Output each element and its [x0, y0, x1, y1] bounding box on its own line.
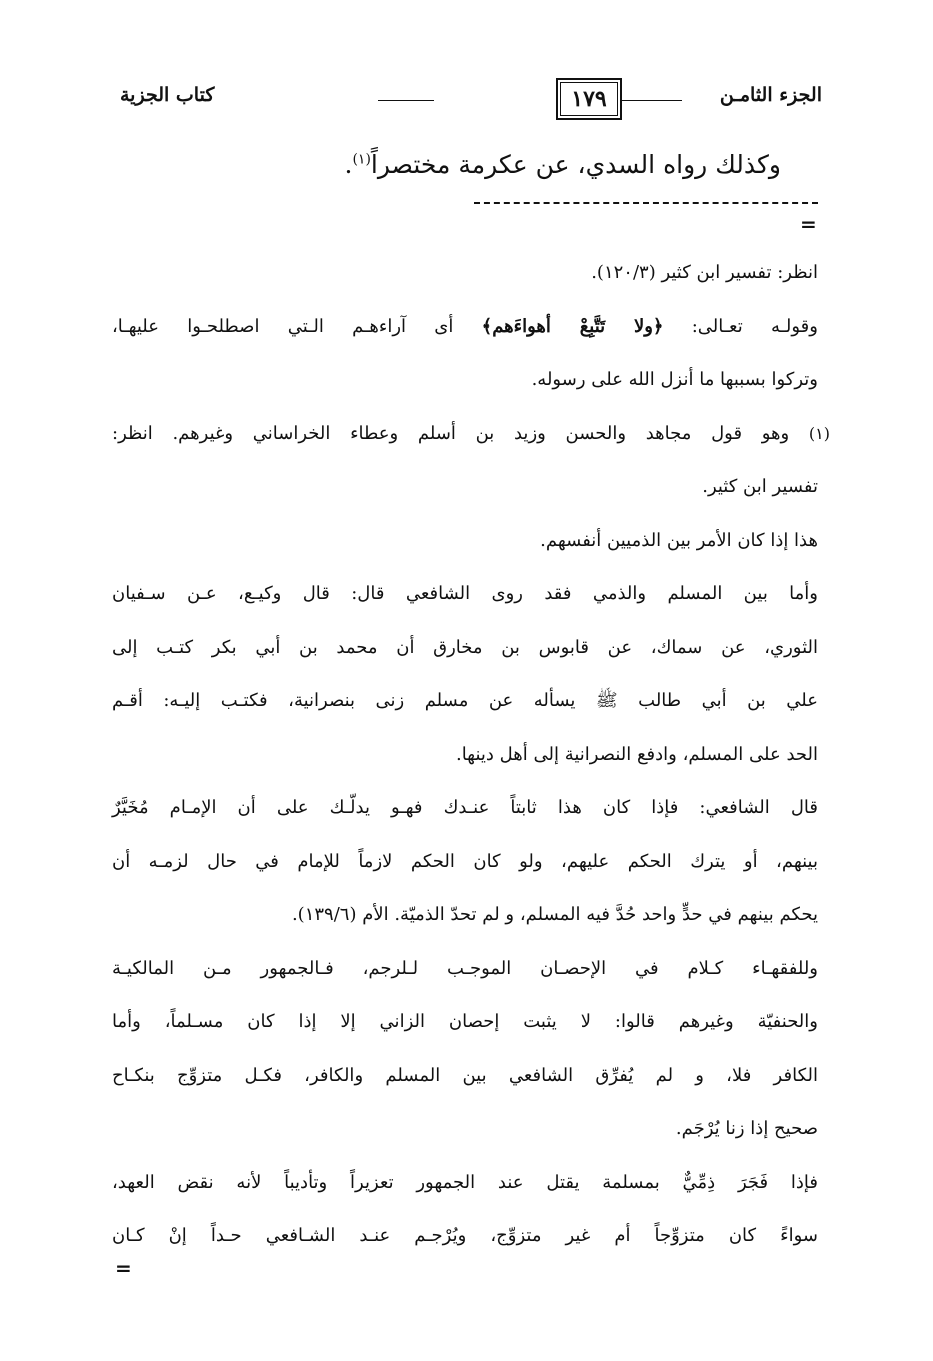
text-line: انظر: تفسير ابن كثير (١٢٠/٣). — [591, 262, 818, 283]
text-line: وتركوا بسببها ما أنزل الله على رسوله. — [531, 369, 818, 390]
text-span: أى آراءهـم الـتي اصطلحـوا عليهـا، — [112, 315, 482, 337]
footnote-marker: (١) — [808, 423, 830, 443]
chapter-title: كتاب الجزية — [120, 84, 215, 106]
text-span: وهو قول مجاهد والحسن وزيد بن أسلم وعطاء الخراساني وغيرهم. انظر: — [112, 422, 809, 444]
text-line: الثوري، عن سماك، عن قابوس بن مخارق أن محمد بن أبي بكر كتـب إلى — [112, 636, 818, 658]
text-line: بينهم، أو يترك الحكم عليهم، ولو كان الحكم لازماً للإمام في حال لزمـه أن — [112, 850, 818, 872]
lead-paragraph — [221, 150, 781, 179]
quran-quote: ﴿ولا تَتَّبِعْ أهواءَهم﴾ — [481, 315, 664, 337]
text-line: يحكم بينهم في حدٍّ واحد حُدَّ فيه المسلم، و لم تحدّ الذميّة. الأم (١٣٩/٦). — [291, 904, 818, 925]
page-number: ١٧٩ — [556, 78, 622, 120]
text-span: وقولـه تعـالى: — [663, 315, 818, 337]
text-line: فإذا فَجَرَ ذِمِّيٌّ بمسلمة يقتل عند الجمهور تعزيراً وتأديباً لأنه نقض العهد، — [112, 1171, 818, 1193]
continuation-mark: = — [115, 1256, 132, 1280]
lead-end: . — [344, 150, 353, 179]
header-rule — [378, 100, 434, 101]
lead-text: وكذلك رواه السدي، عن عكرمة مختصراً — [370, 150, 781, 179]
continuation-mark: = — [800, 212, 817, 236]
text-line: الحد على المسلم، وادفع النصرانية إلى أهل دينها. — [455, 743, 818, 765]
text-line: سواءً كان متزوِّجاً أم غير متزوِّج، ويُرْجـم عنـد الشـافعي حـداً إنْ كـان — [112, 1225, 818, 1246]
text-line: الكافر فلا، و لم يُفرِّق الشافعي بين المسلم والكافر، فكـل متزوِّج بنكـاح — [112, 1064, 818, 1086]
text-line: وللفقهـاء كـلام في الإحصـان الموجـب لـلرجم، فـالجمهور مـن المالكيـة — [112, 957, 818, 979]
text-line: هذا إذا كان الأمر بين الذميين أنفسهم. — [540, 529, 818, 551]
text-line: وأما بين المسلم والذمي فقد روى الشافعي قال: قال وكيـع، عـن سـفيان — [112, 583, 818, 604]
text-line: قال الشافعي: فإذا كان هذا ثابتاً عنـدك فهـو يدلّـك على أن الإمـام مُخَيَّرٌ — [112, 797, 818, 818]
running-header — [120, 78, 822, 118]
volume-title: الجزء الثامـن — [719, 84, 822, 106]
footnote-separator — [474, 202, 818, 204]
text-line: صحيح إذا زنا يُرْجَم. — [675, 1118, 818, 1139]
footnote-reference: (١) — [352, 151, 371, 168]
text-line: والحنفيّة وغيرهم قالوا: لا يثبت إحصان الزاني إلا إذا كان مسـلماً، وأما — [112, 1011, 818, 1032]
header-rule — [622, 100, 682, 101]
text-line: علي بن أبي طالب ﷺ يسأله عن مسلم زنى بنصرانية، فكتـب إليـه: أقـم — [112, 690, 818, 711]
text-line — [112, 300, 818, 354]
footnote-line — [112, 407, 830, 461]
text-line: تفسير ابن كثير. — [702, 476, 818, 497]
body-text — [112, 246, 830, 1263]
